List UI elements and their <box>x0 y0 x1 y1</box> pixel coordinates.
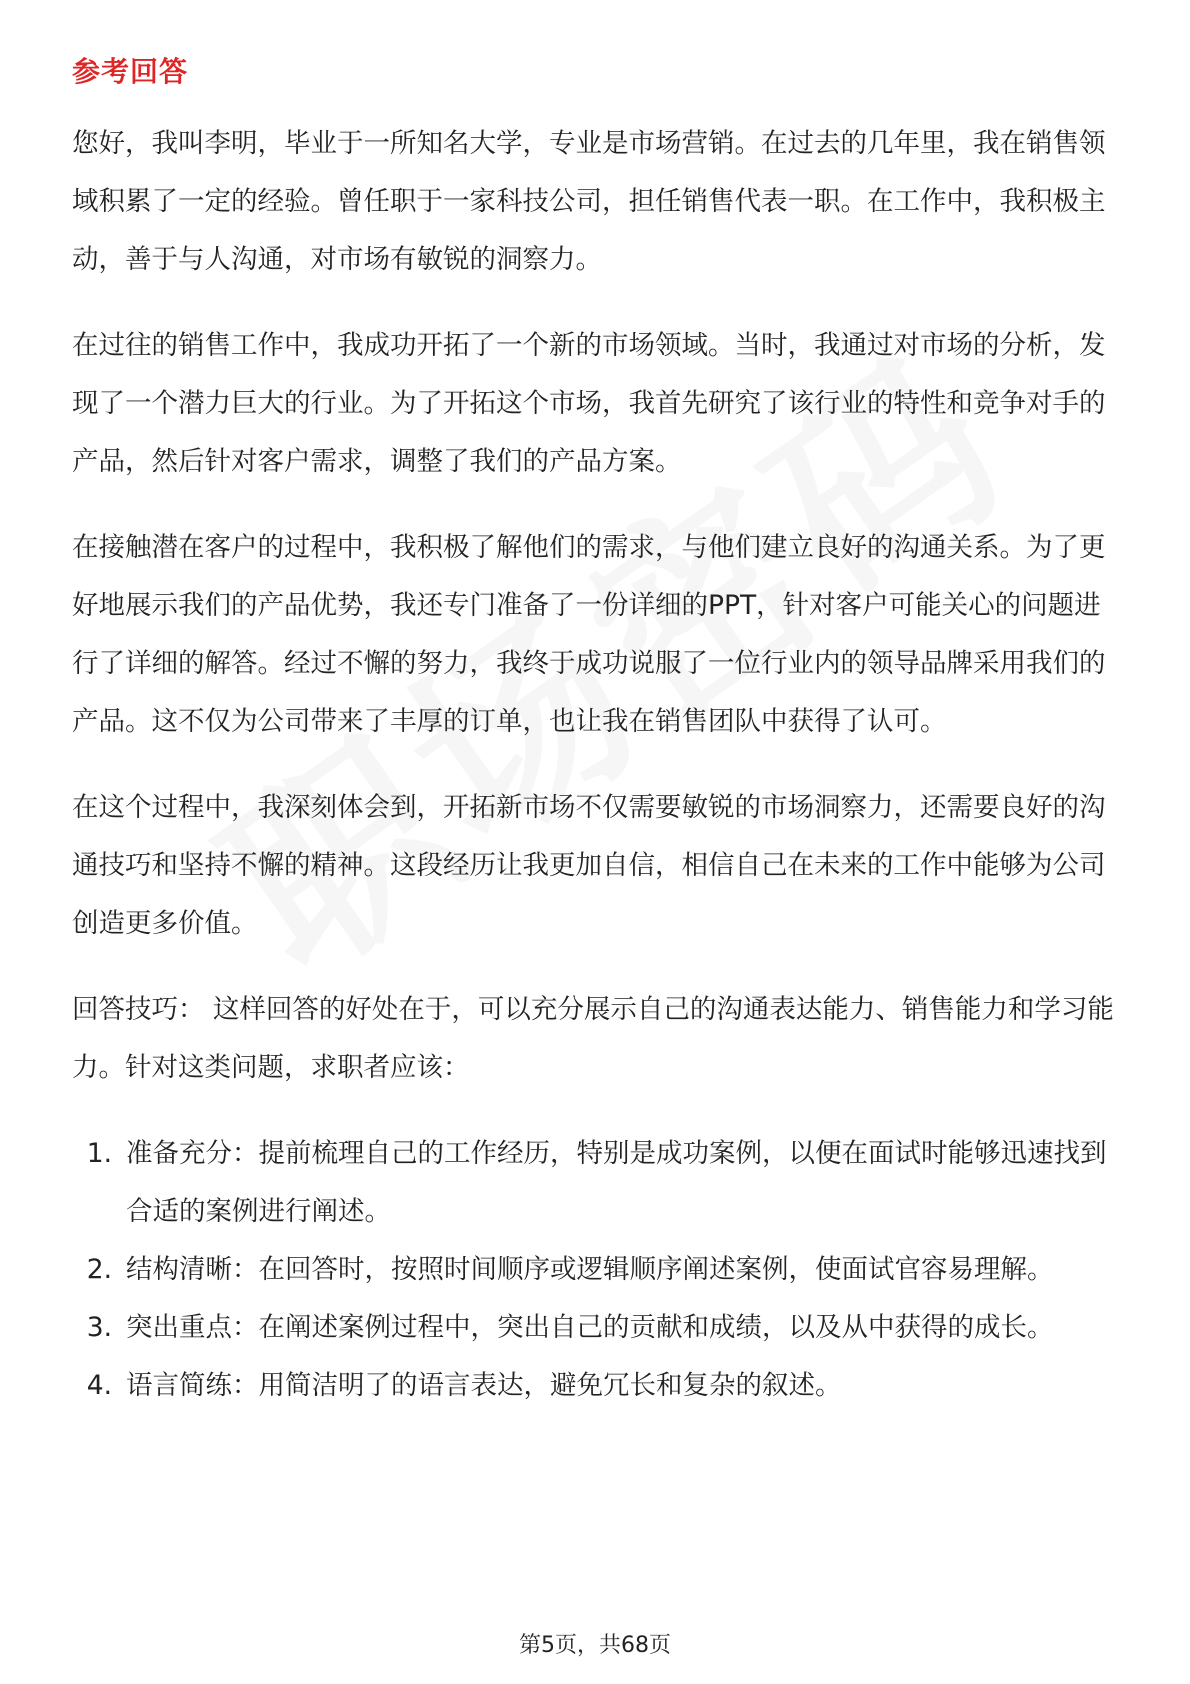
list-item <box>72 1299 1127 1357</box>
tips-list <box>72 1125 1127 1415</box>
answer-content <box>72 115 1127 1415</box>
paragraph-reflection: 在这个过程中，我深刻体会到，开拓新市场不仅需要敏锐的市场洞察力，还需要良好的沟通技巧和坚持不懈的精神。这段经历让我更加自信，相信自己在未来的工作中能够为公司创造更多价值。 <box>72 792 1106 939</box>
paragraph-intro: 您好，我叫李明，毕业于一所知名大学，专业是市场营销。在过去的几年里，我在销售领域积累了一定的经验。曾任职于一家科技公司，担任销售代表一职。在工作中，我积极主动，善于与人沟通，对市场有敏锐的洞察力。 <box>72 128 1106 275</box>
list-text: 准备充分：提前梳理自己的工作经历，特别是成功案例，以便在面试时能够迅速找到合适的案例进行阐述。 <box>126 1138 1107 1227</box>
list-number: 3. <box>86 1312 112 1343</box>
list-item <box>72 1357 1127 1415</box>
paragraph-tips-intro: 回答技巧： 这样回答的好处在于，可以充分展示自己的沟通表达能力、销售能力和学习能力。针对这类问题，求职者应该： <box>72 994 1114 1083</box>
list-number: 1. <box>86 1138 112 1169</box>
list-number: 4. <box>86 1370 112 1401</box>
section-heading: 参考回答 <box>72 55 189 88</box>
list-text: 突出重点：在阐述案例过程中，突出自己的贡献和成绩，以及从中获得的成长。 <box>126 1312 1054 1343</box>
page-footer: 第5页，共68页 <box>519 1633 671 1658</box>
list-text: 语言简练：用简洁明了的语言表达，避免冗长和复杂的叙述。 <box>126 1370 842 1401</box>
list-item <box>72 1125 1127 1241</box>
paragraph-market: 在过往的销售工作中，我成功开拓了一个新的市场领域。当时，我通过对市场的分析，发现了一个潜力巨大的行业。为了开拓这个市场，我首先研究了该行业的特性和竞争对手的产品，然后针对客户需求，调整了我们的产品方案。 <box>72 330 1106 477</box>
list-item <box>72 1241 1127 1299</box>
list-text: 结构清晰：在回答时，按照时间顺序或逻辑顺序阐述案例，使面试官容易理解。 <box>126 1254 1054 1285</box>
paragraph-client: 在接触潜在客户的过程中，我积极了解他们的需求，与他们建立良好的沟通关系。为了更好地展示我们的产品优势，我还专门准备了一份详细的PPT，针对客户可能关心的问题进行了详细的解答。经过不懈的努力，我终于成功说服了一位行业内的领导品牌采用我们的产品。这不仅为公司带来了丰厚的订单，也让我在销售团队中获得了认可。 <box>72 532 1106 737</box>
list-number: 2. <box>86 1254 112 1285</box>
